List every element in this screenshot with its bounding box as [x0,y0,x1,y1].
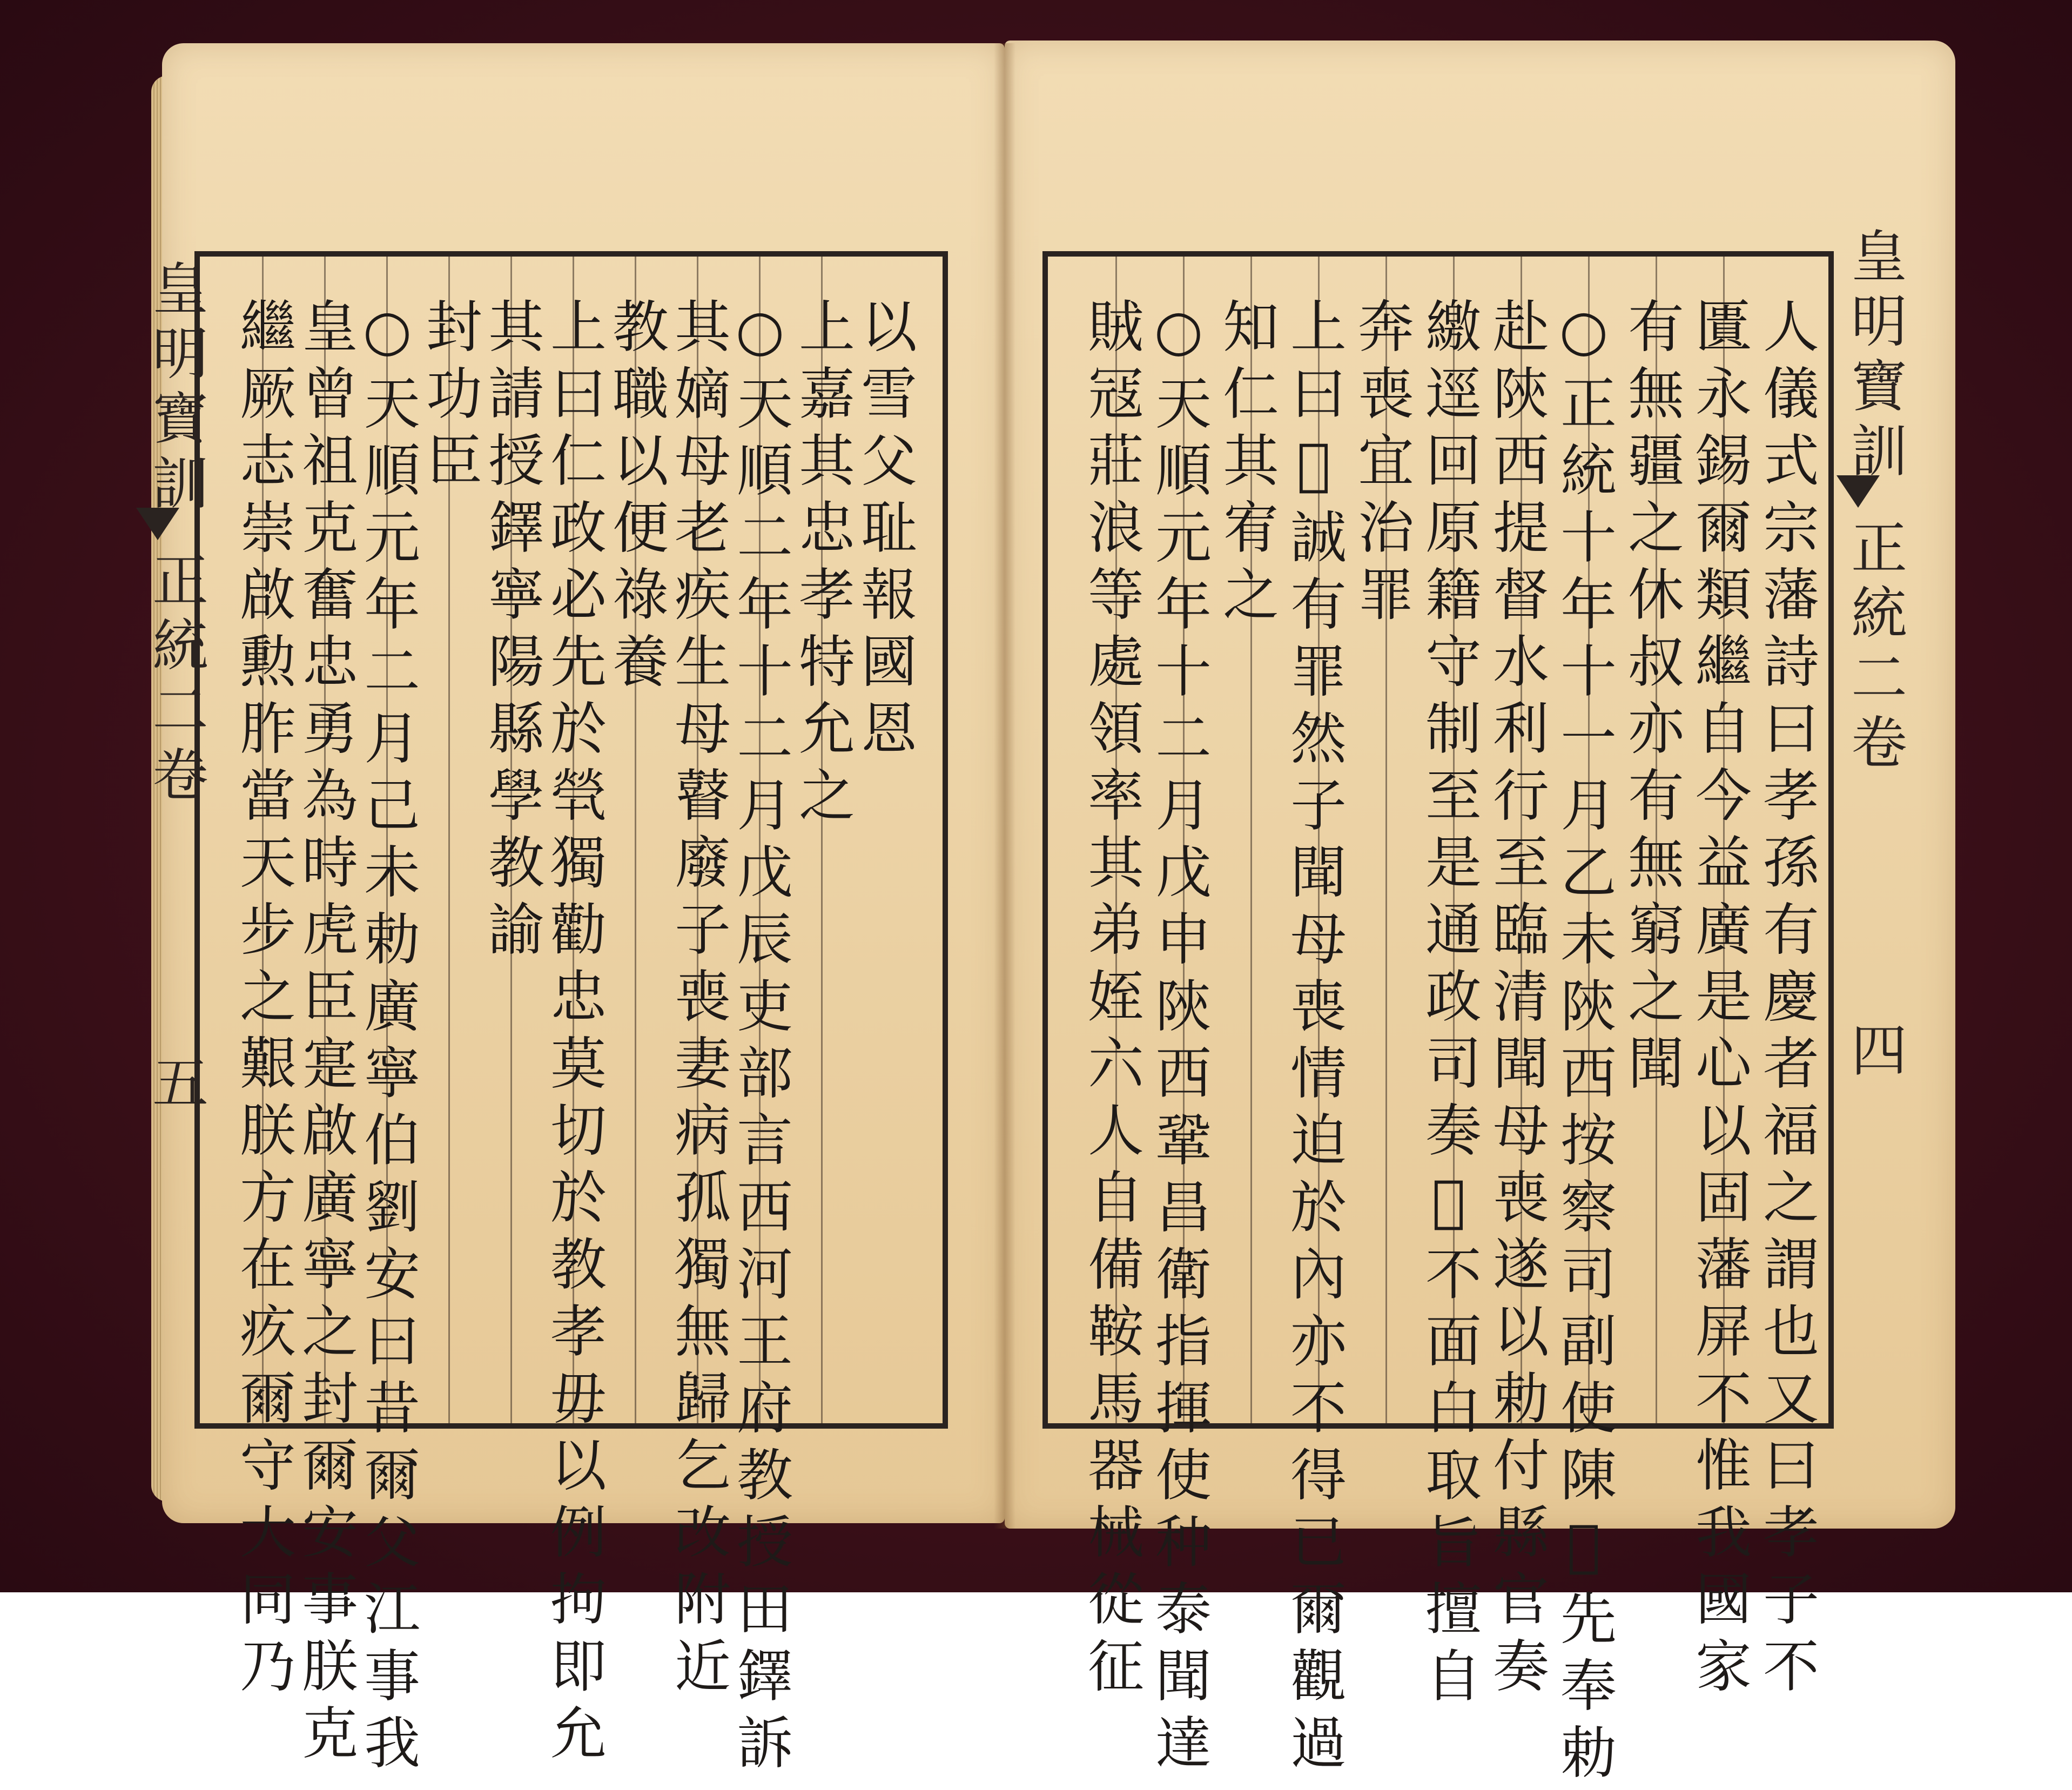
section-label: 正統二卷 [1841,519,1907,778]
text-column: ○天順元年十二月戊申陝西鞏昌衛指揮使种泰聞達 [1146,297,1212,1780]
text-column: 人儀式宗藩詩曰孝孫有慶者福之謂也又曰孝子不 [1753,297,1819,1704]
text-column: 上曰仁政必先於煢獨勸忠莫切於教孝毋以例拘即允 [541,297,607,1771]
text-column: ○天順元年二月己未勅廣寧伯劉安曰昔爾父江事我 [354,297,420,1780]
text-column: 其嫡母老疾生母瞽廢子喪妻病孤獨無歸乞改附近 [665,297,731,1704]
text-column: 以雪父耻報國恩 [851,297,917,766]
book-gutter [994,43,1015,1529]
fish-tail-mark [136,508,179,540]
fish-tail-mark [1836,475,1880,508]
right-page-text-frame [1042,251,1834,1790]
page-number: 四 [1841,1021,1907,1086]
text-column: ○天順二年十二月戊辰吏部言西河王府教授田鐸訴 [727,297,793,1780]
text-column: 皇曾祖克奮忠勇為時虎臣寔啟廣寧之封爾安事朕克 [292,297,358,1771]
text-column: 赴陝西提督水利行至臨清聞母喪遂以勅付縣官奏 [1483,297,1549,1704]
text-column: 繳逕回原籍守制至是通政司奏𣪁不面白取旨擅自 [1416,297,1482,1713]
page-number: 五 [143,1053,208,1118]
text-column: 奔喪宜治罪 [1348,297,1414,632]
text-column: 繼厥志崇啟勲胙當天步之艱朕方在疚爾守大同乃 [230,297,296,1704]
text-column: 有無疆之休叔亦有無窮之聞 [1618,297,1684,1101]
text-column: ○正統十年十一月乙未陝西按察司副使陳𣪁先奉勅 [1551,297,1617,1790]
text-column: 匱永錫爾類繼自今益廣是心以固藩屏不惟我國家 [1686,297,1752,1704]
text-column: 上曰𣪁誠有罪然子聞母喪情迫於內亦不得已爾觀過 [1281,297,1347,1780]
text-column: 上嘉其忠孝特允之 [789,297,855,833]
left-page-text-frame [194,251,948,1780]
section-label: 正統二卷 [143,551,208,810]
text-column: 知仁其宥之 [1213,297,1279,632]
text-column: 其請授鐸寧陽縣學教諭 [479,297,544,967]
running-title: 皇明寶訓 [1841,227,1907,486]
text-column: 教職以便祿養 [603,297,669,699]
text-column: 封功臣 [416,297,482,498]
running-title: 皇明寶訓 [143,259,208,519]
text-column: 賊冦莊浪等處領率其弟姪六人自備鞍馬器械從征 [1078,297,1144,1704]
